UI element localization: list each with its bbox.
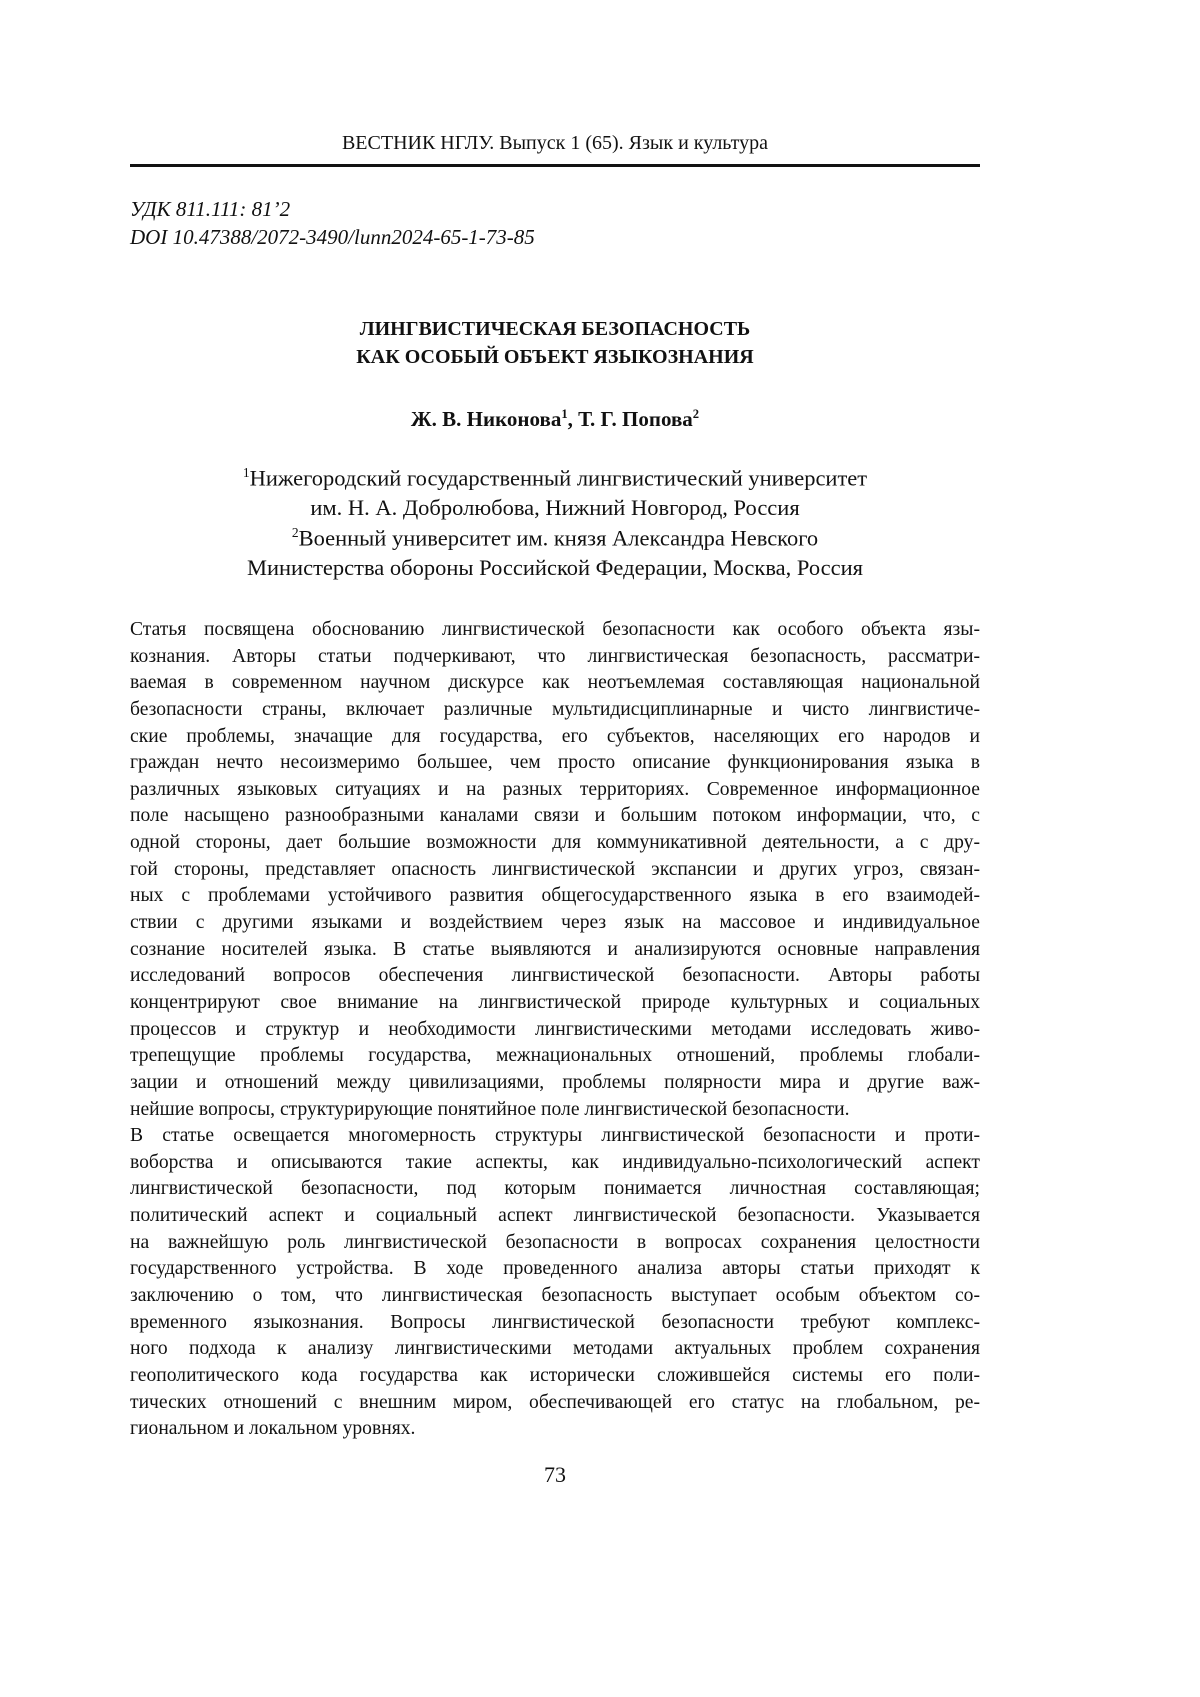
author-1-affiliation-mark: 1 (561, 407, 567, 421)
abstract-line: ские проблемы, значащие для государства, его субъектов, населяющих его народов и (130, 724, 980, 751)
abstract-line: граждан нечто несоизмеримо большее, чем просто описание функционирования языка в (130, 750, 980, 777)
authors (130, 407, 980, 432)
abstract-line: В статье освещается многомерность структуры лингвистической безопасности и проти- (130, 1123, 980, 1150)
abstract-line: ного подхода к анализу лингвистическими методами актуальных проблем сохранения (130, 1336, 980, 1363)
article-title-line-2: КАК ОСОБЫЙ ОБЪЕКТ ЯЗЫКОЗНАНИЯ (130, 346, 980, 369)
abstract-line: ваемая в современном научном дискурсе как неотъемлемая составляющая национальной (130, 670, 980, 697)
abstract-line: сознание носителей языка. В статье выявляются и анализируются основные направления (130, 937, 980, 964)
abstract-line: одной стороны, дает большие возможности для коммуникативной деятельности, а с дру- (130, 830, 980, 857)
abstract-line: гиональном и локальном уровнях. (130, 1416, 980, 1443)
abstract-line: государственного устройства. В ходе проведенного анализа авторы статьи приходят к (130, 1256, 980, 1283)
abstract-line: различных языковых ситуациях и на разных территориях. Современное информационное (130, 777, 980, 804)
affiliation-text: Нижегородский государственный лингвистический университет (250, 466, 868, 491)
affiliation-line (130, 465, 980, 492)
abstract (130, 617, 980, 1443)
affiliation-line (130, 525, 980, 552)
abstract-line: нейшие вопросы, структурирующие понятийное поле лингвистической безопасности. (130, 1097, 980, 1124)
author-separator: , (568, 407, 579, 431)
doi: DOI 10.47388/2072-3490/lunn2024-65-1-73-85 (130, 225, 535, 250)
abstract-line: ных с проблемами устойчивого развития общегосударственного языка в его взаимодей- (130, 883, 980, 910)
author-2: Т. Г. Попова (578, 407, 693, 431)
abstract-line: ствии с другими языками и воздействием через язык на массовое и индивидуальное (130, 910, 980, 937)
article-title-line-1: ЛИНГВИСТИЧЕСКАЯ БЕЗОПАСНОСТЬ (130, 318, 980, 341)
abstract-line: концентрируют свое внимание на лингвистической природе культурных и социальных (130, 990, 980, 1017)
abstract-line: безопасности страны, включает различные мультидисциплинарные и чисто лингвистиче- (130, 697, 980, 724)
author-1: Ж. В. Никонова (411, 407, 561, 431)
abstract-line: Статья посвящена обоснованию лингвистической безопасности как особого объекта язы- (130, 617, 980, 644)
abstract-line: лингвистической безопасности, под которым понимается личностная составляющая; (130, 1176, 980, 1203)
abstract-line: процессов и структур и необходимости лингвистическими методами исследовать живо- (130, 1017, 980, 1044)
abstract-line: политический аспект и социальный аспект лингвистической безопасности. Указывается (130, 1203, 980, 1230)
affiliation-text: им. Н. А. Добролюбова, Нижний Новгород, Россия (310, 495, 799, 520)
abstract-line: трепещущие проблемы государства, межнациональных отношений, проблемы глобали- (130, 1043, 980, 1070)
running-header: ВЕСТНИК НГЛУ. Выпуск 1 (65). Язык и культура (130, 132, 980, 155)
abstract-line: тических отношений с внешним миром, обеспечивающей его статус на глобальном, ре- (130, 1390, 980, 1417)
affiliation-mark: 2 (292, 525, 299, 540)
abstract-line: заключению о том, что лингвистическая безопасность выступает особым объектом со- (130, 1283, 980, 1310)
abstract-line: на важнейшую роль лингвистической безопасности в вопросах сохранения целостности (130, 1230, 980, 1257)
abstract-line: исследований вопросов обеспечения лингвистической безопасности. Авторы работы (130, 963, 980, 990)
abstract-line: геополитического кода государства как исторически сложившейся системы его поли- (130, 1363, 980, 1390)
page-number: 73 (130, 1462, 980, 1488)
abstract-line: временного языкознания. Вопросы лингвистической безопасности требуют комплекс- (130, 1310, 980, 1337)
affiliation-line (130, 495, 980, 521)
affiliation-text: Военный университет им. князя Александра Невского (299, 526, 819, 551)
abstract-line: поле насыщено разнообразными каналами связи и большим потоком информации, что, с (130, 803, 980, 830)
abstract-line: зации и отношений между цивилизациями, проблемы полярности мира и другие важ- (130, 1070, 980, 1097)
abstract-line: кознания. Авторы статьи подчеркивают, что лингвистическая безопасность, рассматри- (130, 644, 980, 671)
abstract-line: воборства и описываются такие аспекты, как индивидуально-психологический аспект (130, 1150, 980, 1177)
affiliation-mark: 1 (243, 465, 250, 480)
author-2-affiliation-mark: 2 (693, 407, 699, 421)
udk-code: УДК 811.111: 81’2 (130, 197, 290, 222)
header-rule (130, 164, 980, 167)
abstract-line: гой стороны, представляет опасность лингвистической экспансии и других угроз, связан- (130, 857, 980, 884)
affiliation-line (130, 555, 980, 581)
affiliation-text: Министерства обороны Российской Федерации, Москва, Россия (247, 555, 863, 580)
